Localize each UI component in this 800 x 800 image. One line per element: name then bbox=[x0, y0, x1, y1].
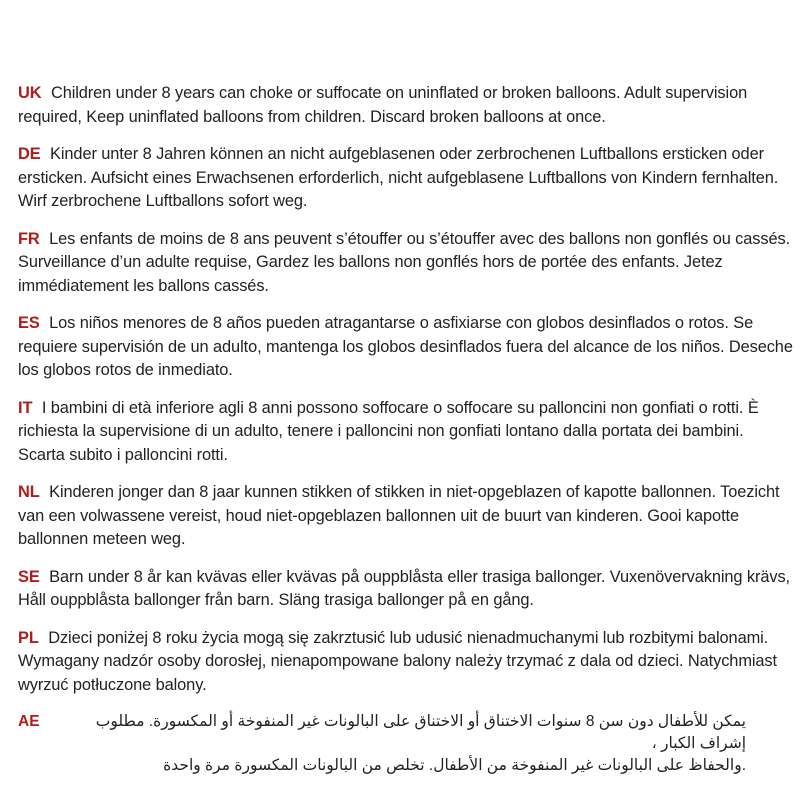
warning-ae bbox=[18, 711, 793, 777]
warning-text-fr: Les enfants de moins de 8 ans peuvent s’étouffer ou s’étouffer avec des ballons non gonflés ou cassés. Surveillance d’un adulte requise, Gardez les ballons non gonflés hors de portée des enfants. Jetez immédiatement les ballons cassés. bbox=[18, 229, 791, 295]
warning-text-ae-line1: يمكن للأطفال دون سن 8 سنوات الاختناق أو الاختناق على البالونات غير المنفوخة أو المكسورة. مطلوب إشراف الكبار ، bbox=[95, 713, 746, 752]
language-code-es: ES bbox=[18, 314, 40, 332]
warning-document bbox=[18, 82, 793, 777]
language-code-it: IT bbox=[18, 398, 33, 417]
warning-it bbox=[18, 397, 793, 468]
language-code-uk: UK bbox=[18, 84, 42, 102]
warning-de bbox=[18, 143, 793, 214]
warning-text-se: Barn under 8 år kan kvävas eller kvävas på ouppblåsta eller trasiga ballonger. Vuxenövervakning krävs, Håll ouppblåsta ballonger från barn. Släng trasiga ballonger på en gång. bbox=[18, 567, 790, 609]
warning-fr bbox=[18, 228, 793, 299]
language-code-se: SE bbox=[18, 567, 40, 586]
warning-uk bbox=[18, 82, 793, 129]
warning-text-uk: Children under 8 years can choke or suffocate on uninflated or broken balloons. Adult supervision required, Keep uninflated balloons from children. Discard broken balloons at once. bbox=[18, 84, 748, 126]
language-code-ae: AE bbox=[18, 713, 40, 730]
warning-text-de: Kinder unter 8 Jahren können an nicht aufgeblasenen oder zerbrochenen Luftballons ersticken oder ersticken. Aufsicht eines Erwachsenen erforderlich, nicht aufgeblasene Luftballons von Kindern fernhalten. Wirf zerbrochene Luftballons sofort weg. bbox=[18, 145, 779, 210]
warning-text-it: I bambini di età inferiore agli 8 anni possono soffocare o soffocare su palloncini non gonfiati o rotti. È richiesta la supervisione di un adulto, tenere i palloncini non gonfiati lontano dalla portata dei bambini. Scarta subito i palloncini rotti. bbox=[18, 398, 759, 464]
warning-es bbox=[18, 312, 793, 383]
warning-nl bbox=[18, 481, 793, 552]
language-code-nl: NL bbox=[18, 483, 40, 501]
warning-pl bbox=[18, 627, 793, 698]
warning-se bbox=[18, 566, 793, 613]
warning-text-nl: Kinderen jonger dan 8 jaar kunnen stikken of stikken in niet-opgeblazen of kapotte ballonnen. Toezicht van een volwassene vereist, houd niet-opgeblazen ballonnen uit de buurt van kinderen. Gooi kapotte ballonnen meteen weg. bbox=[18, 483, 780, 548]
warning-text-pl: Dzieci poniżej 8 roku życia mogą się zakrztusić lub udusić nienadmuchanymi lub rozbitymi balonami. Wymagany nadzór osoby dorosłej, nienapompowane balony należy trzymać z dala od dzieci. Natychmiast wyrzuć potłuczone balony. bbox=[18, 628, 777, 694]
warning-text-es: Los niños menores de 8 años pueden atragantarse o asfixiarse con globos desinflados o rotos. Se requiere supervisión de un adulto, mantenga los globos desinflados fuera del alcance de los niños. Deseche los globos rotos de inmediato. bbox=[18, 314, 793, 379]
warning-text-ae-line2: .والحفاظ على البالونات غير المنفوخة من الأطفال. تخلص من البالونات المكسورة مرة واحدة bbox=[163, 757, 746, 774]
language-code-fr: FR bbox=[18, 229, 40, 248]
language-code-de: DE bbox=[18, 145, 41, 163]
language-code-pl: PL bbox=[18, 628, 39, 647]
